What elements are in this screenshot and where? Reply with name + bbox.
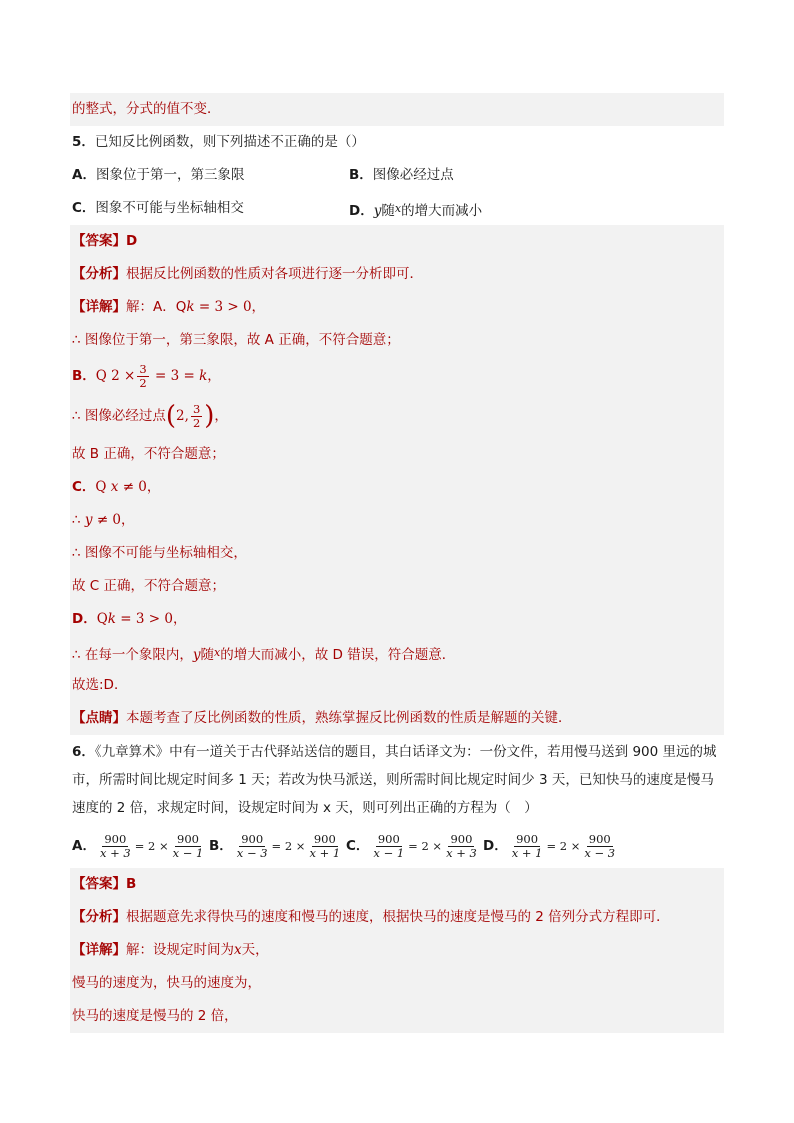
- solution-math: Q: [96, 611, 108, 627]
- denominator: 2: [192, 415, 201, 430]
- question-5-options-ab: [70, 159, 724, 192]
- option-text: 图象不可能与坐标轴相交: [95, 200, 244, 216]
- question-5-stem: [70, 126, 724, 159]
- fraction: [171, 833, 206, 860]
- question-number: 5．: [72, 134, 95, 150]
- fraction: [307, 833, 342, 860]
- denominator: x − 1: [373, 845, 405, 860]
- math-x: x: [110, 479, 119, 495]
- analysis-tag: 【分析】: [72, 266, 126, 282]
- numerator: 3: [139, 361, 147, 376]
- numerator: 900: [516, 831, 539, 846]
- option-b: [349, 159, 454, 192]
- solution-text: ，: [214, 408, 228, 424]
- fraction: [137, 363, 148, 390]
- question-text: 已知反比例函数，则下列描述不正确的是（）: [94, 134, 365, 150]
- comment-line: [70, 702, 724, 735]
- denominator: x − 3: [584, 845, 616, 860]
- answer-value: B: [126, 876, 137, 892]
- answer-value: D: [126, 233, 138, 249]
- question-number: 6．: [72, 744, 95, 760]
- math-k: k: [199, 368, 208, 384]
- math-x: x: [394, 202, 402, 215]
- option-label: C．: [72, 200, 96, 216]
- option-c: [346, 825, 483, 868]
- question-6-stem: [70, 735, 724, 825]
- solution-math: ≠ 0，: [92, 512, 135, 528]
- option-a: [72, 159, 349, 192]
- detail-text: 解：设规定时间为: [126, 942, 234, 958]
- denominator: x − 3: [236, 845, 268, 860]
- fraction: [444, 833, 479, 860]
- solution-text: 快马的速度是慢马的 2 倍，: [72, 1008, 238, 1024]
- solution-line: [70, 438, 724, 471]
- fraction: [98, 833, 133, 860]
- solution-line: [70, 570, 724, 603]
- solution-math: Q: [95, 479, 111, 495]
- analysis-line: [70, 258, 724, 291]
- math-y: y: [373, 203, 382, 219]
- analysis-text: 根据反比例函数的性质对各项进行逐一分析即可．: [126, 266, 423, 282]
- detail-tag: 【详解】: [72, 942, 126, 958]
- detail-math: = 3 > 0，: [194, 299, 266, 315]
- fraction: [191, 403, 202, 430]
- numerator: 3: [192, 401, 201, 416]
- analysis-line: [70, 901, 724, 934]
- numerator: 900: [450, 831, 473, 846]
- comment-text: 本题考查了反比例函数的性质，熟练掌握反比例函数的性质是解题的关键．: [126, 710, 572, 726]
- solution-text: 故选:D．: [72, 677, 128, 693]
- option-label: D．: [72, 611, 97, 627]
- option-label: D．: [349, 203, 374, 219]
- math-k: k: [107, 611, 116, 627]
- detail-text: 天，: [241, 942, 269, 958]
- numerator: 900: [313, 831, 336, 846]
- detail-line: [70, 291, 724, 324]
- numerator: 900: [241, 831, 264, 846]
- answer-tag: 【答案】: [72, 233, 126, 249]
- comment-tag: 【点睛】: [72, 710, 126, 726]
- solution-line: [70, 537, 724, 570]
- question-5-options-cd: [70, 192, 724, 225]
- solution-math: = 3 =: [150, 368, 200, 384]
- denominator: x + 1: [309, 845, 341, 860]
- option-text: 图像必经过点: [372, 167, 454, 183]
- solution-math: = 3 > 0，: [115, 611, 187, 627]
- answer-tag: 【答案】: [72, 876, 126, 892]
- option-b: [209, 825, 346, 868]
- option-label: D．: [483, 838, 508, 854]
- equation-operator: = 2 ×: [546, 839, 581, 853]
- solution-line: [70, 471, 724, 504]
- option-label: B．: [72, 368, 96, 384]
- solution-math: 2,: [176, 408, 189, 424]
- denominator: x + 3: [446, 845, 477, 860]
- fraction: [371, 833, 406, 860]
- equation-operator: = 2 ×: [408, 839, 443, 853]
- fraction: [510, 833, 545, 860]
- option-text: 的增大而减小: [401, 203, 483, 219]
- answer-line: [70, 868, 724, 901]
- solution-text: 的增大而减小，故 D 错误，符合题意．: [220, 647, 456, 663]
- solution-text: ∴ 图像不可能与坐标轴相交，: [72, 545, 247, 561]
- solution-line: [70, 967, 724, 1000]
- option-text: 随: [381, 203, 395, 219]
- detail-tag: 【详解】: [72, 299, 126, 315]
- option-label: B．: [349, 167, 373, 183]
- equation-operator: = 2 ×: [134, 839, 169, 853]
- option-d: [349, 192, 482, 225]
- answer-line: [70, 225, 724, 258]
- denominator: 2: [139, 375, 147, 390]
- solution-line: [70, 636, 724, 669]
- fraction: [582, 833, 617, 860]
- solution-text: 故 C 正确，不符合题意；: [72, 578, 226, 594]
- numerator: 900: [104, 831, 127, 846]
- numerator: 900: [588, 831, 611, 846]
- solution-text: ，: [207, 368, 221, 384]
- solution-text: ∴ 在每一个象限内，: [72, 647, 193, 663]
- math-x: x: [214, 646, 221, 659]
- option-c: [72, 192, 349, 225]
- equation-operator: = 2 ×: [271, 839, 306, 853]
- math-x: x: [234, 942, 242, 958]
- option-label: A．: [72, 167, 96, 183]
- analysis-text: 根据题意先求得快马的速度和慢马的速度，根据快马的速度是慢马的 2 倍列分式方程即可．: [126, 909, 670, 925]
- denominator: x + 3: [99, 845, 131, 860]
- math-y: y: [84, 512, 93, 528]
- solution-text: 慢马的速度为，快马的速度为，: [72, 975, 261, 991]
- solution-text: ∴ 图像位于第一，第三象限，故 A 正确，不符合题意；: [72, 332, 400, 348]
- analysis-tag: 【分析】: [72, 909, 126, 925]
- option-label: C．: [346, 838, 370, 854]
- continued-text-line: [70, 93, 724, 126]
- solution-text: ∴: [72, 512, 85, 528]
- option-label: C．: [72, 479, 96, 495]
- solution-line: [70, 324, 724, 357]
- option-d: [483, 825, 623, 868]
- solution-line: [70, 1000, 724, 1033]
- math-k: k: [186, 299, 195, 315]
- solution-line: [70, 357, 724, 395]
- left-paren: (: [165, 401, 177, 431]
- continued-text: 的整式，分式的值不变．: [72, 101, 221, 117]
- right-paren: ): [204, 401, 215, 431]
- solution-text: 故 B 正确，不符合题意；: [72, 446, 225, 462]
- solution-text: 随: [200, 647, 215, 663]
- option-label: B．: [209, 838, 233, 854]
- solution-line: [70, 395, 724, 438]
- numerator: 900: [377, 831, 400, 846]
- denominator: x + 1: [511, 845, 543, 860]
- solution-math: Q 2 ×: [95, 368, 136, 384]
- option-text: 图象位于第一，第三象限: [95, 167, 245, 183]
- solution-line: [70, 669, 724, 702]
- question-6-options: [70, 825, 724, 868]
- numerator: 900: [177, 831, 199, 846]
- option-a: [72, 825, 209, 868]
- option-label: A．: [72, 838, 96, 854]
- math-y: y: [192, 647, 201, 663]
- fraction: [235, 833, 270, 860]
- solution-line: [70, 603, 724, 636]
- detail-line: [70, 934, 724, 967]
- detail-text: 解：A．Q: [126, 299, 187, 315]
- denominator: x − 1: [172, 845, 204, 860]
- solution-math: ≠ 0，: [118, 479, 161, 495]
- question-text: 《九章算术》中有一道关于古代驿站送信的题目，其白话译文为：一份文件，若用慢马送到 900 里远的城市，所需时间比规定时间多 1 天；若改为快马派送，则所需时间比规定时间少 3 天，已知快马的速度是慢马速度的 2 倍，求规定时间，设规定时间为 x 天，则可列出正确的方程为（ ）: [72, 744, 717, 816]
- document-page: [70, 93, 724, 1033]
- solution-line: [70, 504, 724, 537]
- solution-text: ∴ 图像必经过点: [72, 408, 166, 424]
